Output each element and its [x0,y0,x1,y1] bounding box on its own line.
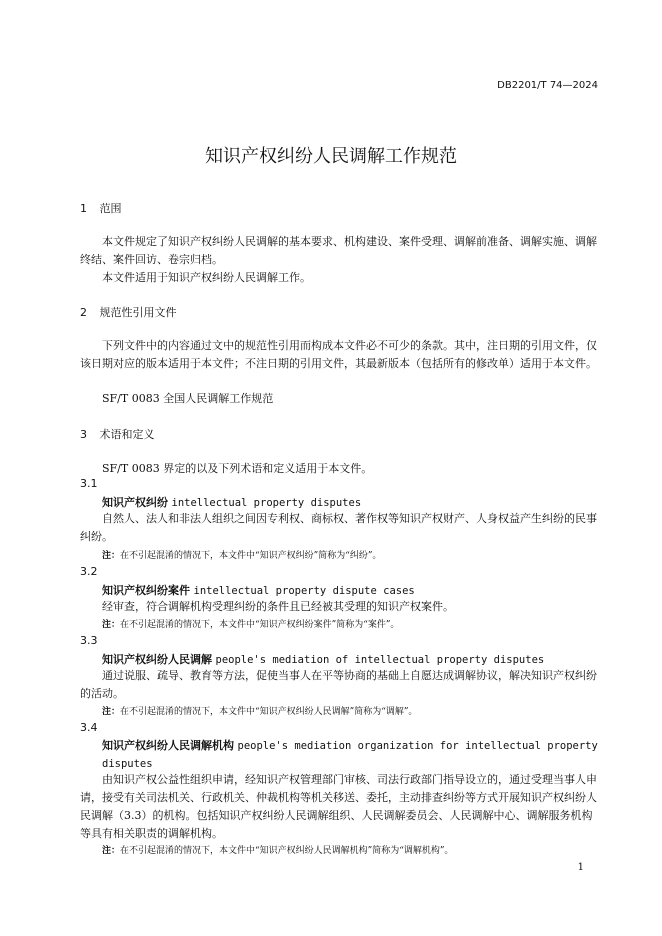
section-3-intro: SF/T 0083 界定的以及下列术语和定义适用于本文件。 [102,462,373,475]
term-heading [102,737,600,773]
section-number: 3 [80,428,87,441]
note-label: 注： [102,551,121,561]
term-number: 3.4 [80,721,98,734]
section-1-paragraph-1: 本文件规定了知识产权纠纷人民调解的基本要求、机构建设、案件受理、调解前准备、调解实施、调解终结、案件回访、卷宗归档。 [80,235,597,266]
section-3-heading [80,426,155,442]
note-label: 注： [102,620,121,630]
note-text: 在不引起混淆的情况下，本文件中“知识产权纠纷案件”简称为“案件”。 [120,620,400,630]
normative-reference: SF/T 0083 全国人民调解工作规范 [102,392,274,405]
term-number: 3.2 [80,565,98,578]
note-label: 注： [102,846,121,856]
term-en: people's mediation of intellectual property disputes [215,654,545,666]
section-number: 1 [80,202,87,215]
term-zh: 知识产权纠纷案件 [102,584,190,597]
note-text: 在不引起混淆的情况下，本文件中“知识产权纠纷”简称为“纠纷”。 [120,551,382,561]
section-2-heading [80,304,177,320]
term-zh: 知识产权纠纷 [102,496,168,509]
term-note [102,548,381,561]
term-heading [102,582,415,598]
term-note [102,617,399,630]
term-heading [102,494,361,510]
term-note [102,704,417,717]
term-en: intellectual property disputes [171,497,362,509]
term-en: people's mediation organization for intellectual property disputes [102,740,598,770]
term-number: 3.3 [80,634,98,647]
section-title: 术语和定义 [99,428,155,441]
term-definition: 经审查，符合调解机构受理纠纷的条件且已经被其受理的知识产权案件。 [102,600,454,613]
term-en: intellectual property dispute cases [193,585,415,597]
section-title: 范围 [99,202,122,215]
term-heading [102,651,544,667]
term-definition: 通过说服、疏导、教育等方法，促使当事人在平等协商的基础上自愿达成调解协议，解决知识产权纠纷的活动。 [80,669,597,700]
note-text: 在不引起混淆的情况下，本文件中“知识产权纠纷人民调解”简称为“调解”。 [120,707,418,717]
section-number: 2 [80,306,87,319]
note-text: 在不引起混淆的情况下，本文件中“知识产权纠纷人民调解机构”简称为“调解机构”。 [120,846,454,856]
term-number: 3.1 [80,477,98,490]
term-zh: 知识产权纠纷人民调解机构 [102,739,234,752]
term-definition: 由知识产权公益性组织申请，经知识产权管理部门审核、司法行政部门指导设立的，通过受理当事人申请，接受有关司法机关、行政机关、仲裁机构等机关移送、委托，主动排查纠纷等方式开展知识产权纠纷人民调解（3.3）的机构。包括知识产权纠纷人民调解组织、人民调解委员会、人民调解中心、调解服务机构等具有相关职责的调解机构。 [80,773,597,840]
section-title: 规范性引用文件 [99,306,177,319]
section-1-paragraph-2: 本文件适用于知识产权纠纷人民调解工作。 [102,271,311,284]
page-title: 知识产权纠纷人民调解工作规范 [205,146,457,167]
section-2-paragraph-1: 下列文件中的内容通过文中的规范性引用而构成本文件必不可少的条款。其中，注日期的引用文件，仅该日期对应的版本适用于本文件；不注日期的引用文件，其最新版本（包括所有的修改单）适用于本文件。 [80,339,597,370]
section-1-heading [80,200,122,216]
term-zh: 知识产权纠纷人民调解 [102,653,212,666]
term-note [102,843,453,856]
document-code: DB2201/T 74—2024 [497,80,598,91]
term-definition: 自然人、法人和非法人组织之间因专利权、商标权、著作权等知识产权财产、人身权益产生纠纷的民事纠纷。 [80,512,597,543]
note-label: 注： [102,707,121,717]
page-number: 1 [577,862,584,873]
